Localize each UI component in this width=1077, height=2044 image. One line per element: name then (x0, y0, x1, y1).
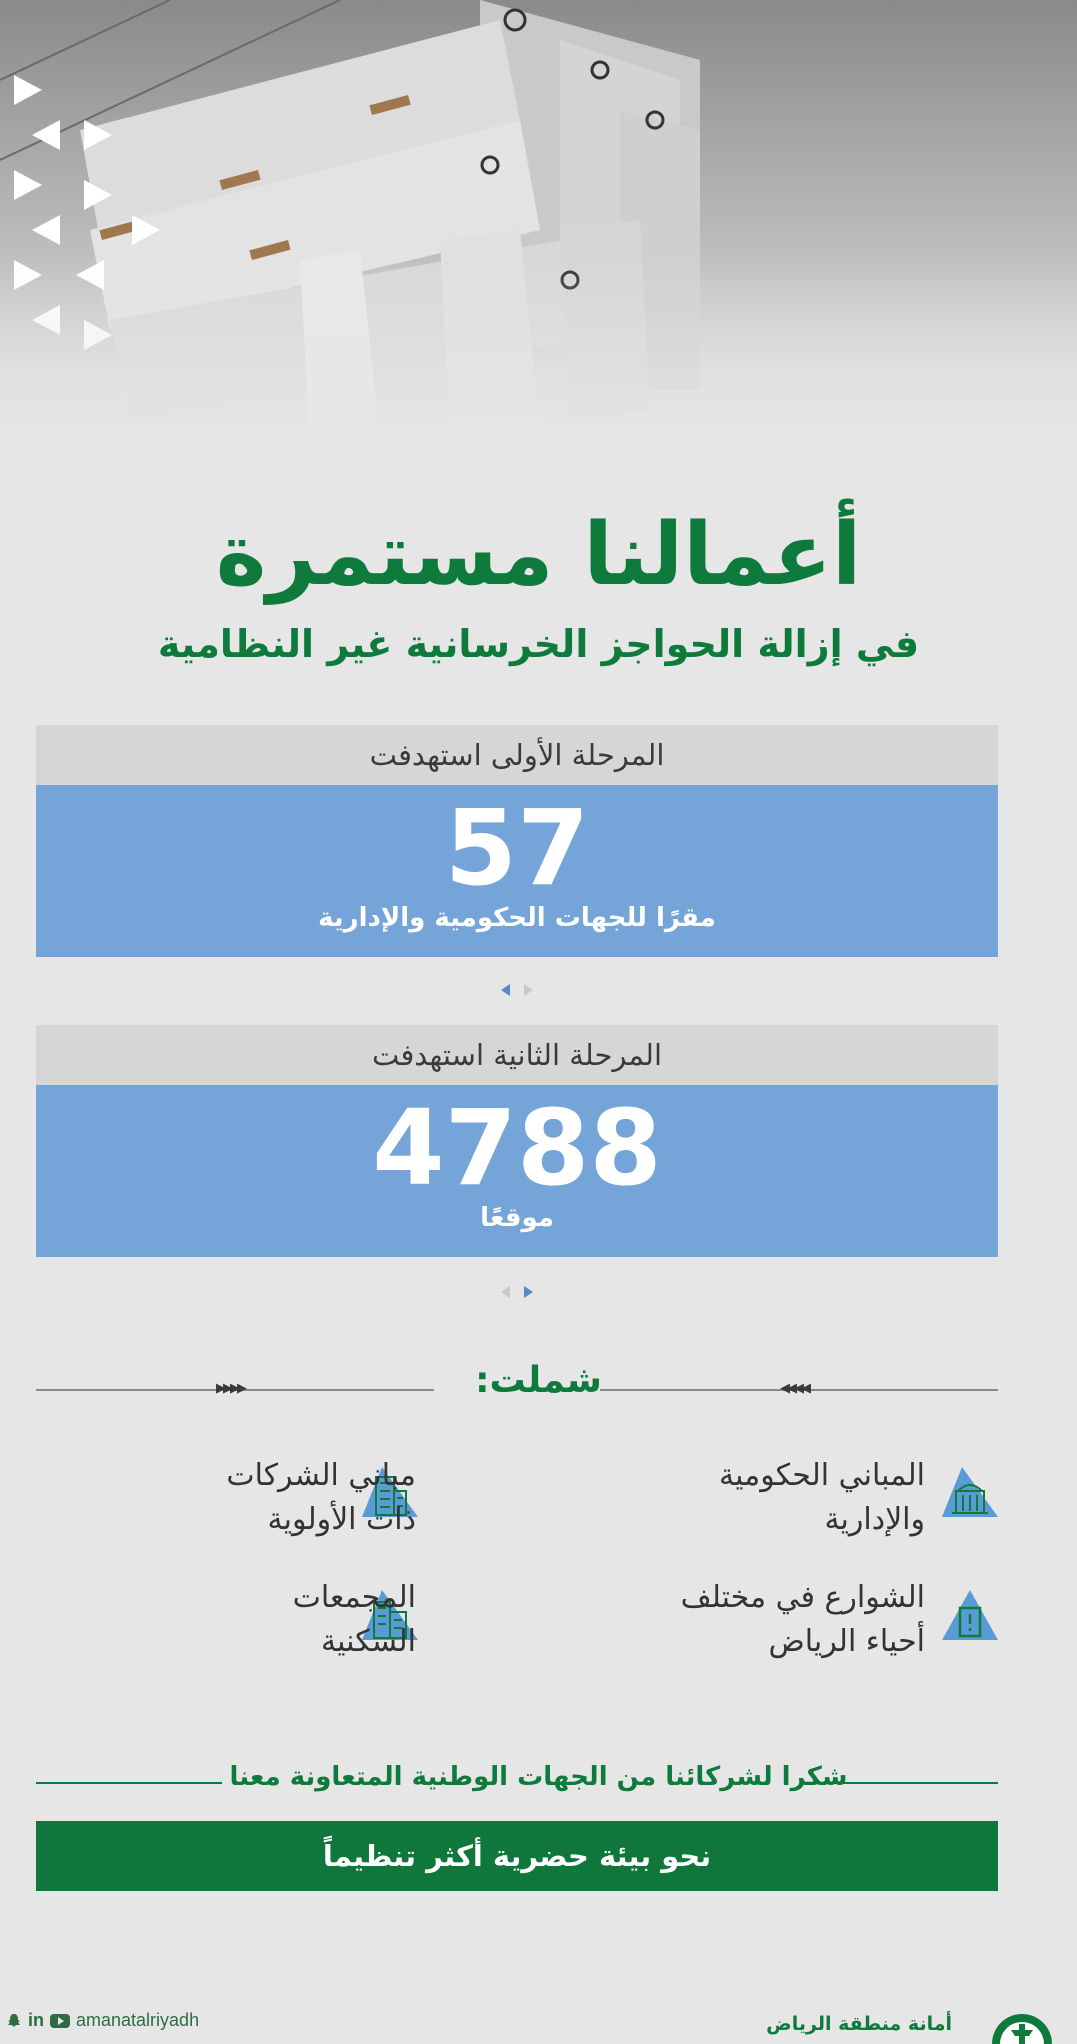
thanks-text: شكرا لشركائنا من الجهات الوطنية المتعاونة معنا (229, 1762, 848, 1792)
arrows-left-icon: ◀◀◀◀ (780, 1381, 808, 1396)
snapchat-icon[interactable] (6, 2013, 22, 2029)
chevron-left-icon (501, 984, 510, 996)
included-heading: شملت: (475, 1360, 602, 1401)
phase-1-value: 57 (444, 787, 590, 909)
carousel-indicator-2 (500, 1283, 540, 1301)
phase-2-stat (36, 1085, 998, 1257)
chevron-right-icon (524, 1286, 533, 1298)
phase-2-label: موقعًا (480, 1203, 554, 1233)
page-title: أعمالنا مستمرة (215, 505, 862, 605)
included-item-line2: السكنية (321, 1624, 416, 1659)
chevron-left-icon (501, 1286, 510, 1298)
included-item-companies (36, 1454, 416, 1542)
hero-photo (0, 0, 1077, 470)
linkedin-icon[interactable]: in (28, 2010, 44, 2030)
included-item-residential (36, 1576, 416, 1664)
government-building-icon (940, 1465, 1000, 1519)
phase-2-heading: المرحلة الثانية استهدفت (36, 1025, 998, 1085)
phase-2-value: 4788 (372, 1087, 662, 1209)
included-item-line1: المجمعات (292, 1580, 416, 1615)
footer-brand: أمانة منطقة الرياض (766, 2013, 952, 2035)
street-sign-icon (940, 1588, 1000, 1642)
carousel-indicator-1 (500, 981, 540, 999)
slogan-banner: نحو بيئة حضرية أكثر تنظيماً (36, 1821, 998, 1891)
included-item-line2: أحياء الرياض (768, 1624, 925, 1659)
phase-1-stat (36, 785, 998, 957)
riyadh-municipality-logo (989, 2000, 1055, 2044)
footer-social (6, 2010, 199, 2031)
phase-1-label: مقرًا للجهات الحكومية والإدارية (318, 903, 716, 933)
included-item-line1: مباني الشركات (226, 1458, 416, 1493)
youtube-icon[interactable] (50, 2014, 70, 2028)
included-item-line2: والإدارية (824, 1502, 925, 1537)
included-item-streets (545, 1576, 925, 1664)
page-subtitle: في إزالة الحواجز الخرسانية غير النظامية (157, 622, 920, 666)
included-item-government (545, 1454, 925, 1542)
included-item-line1: الشوارع في مختلف (680, 1580, 925, 1615)
included-item-line2: ذات الأولوية (267, 1502, 416, 1537)
included-item-line1: المباني الحكومية (718, 1458, 925, 1493)
phase-1-heading: المرحلة الأولى استهدفت (36, 725, 998, 785)
chevron-right-icon (524, 984, 533, 996)
social-handle[interactable]: amanatalriyadh (76, 2010, 200, 2030)
arrows-right-icon: ▶▶▶▶ (216, 1381, 244, 1396)
